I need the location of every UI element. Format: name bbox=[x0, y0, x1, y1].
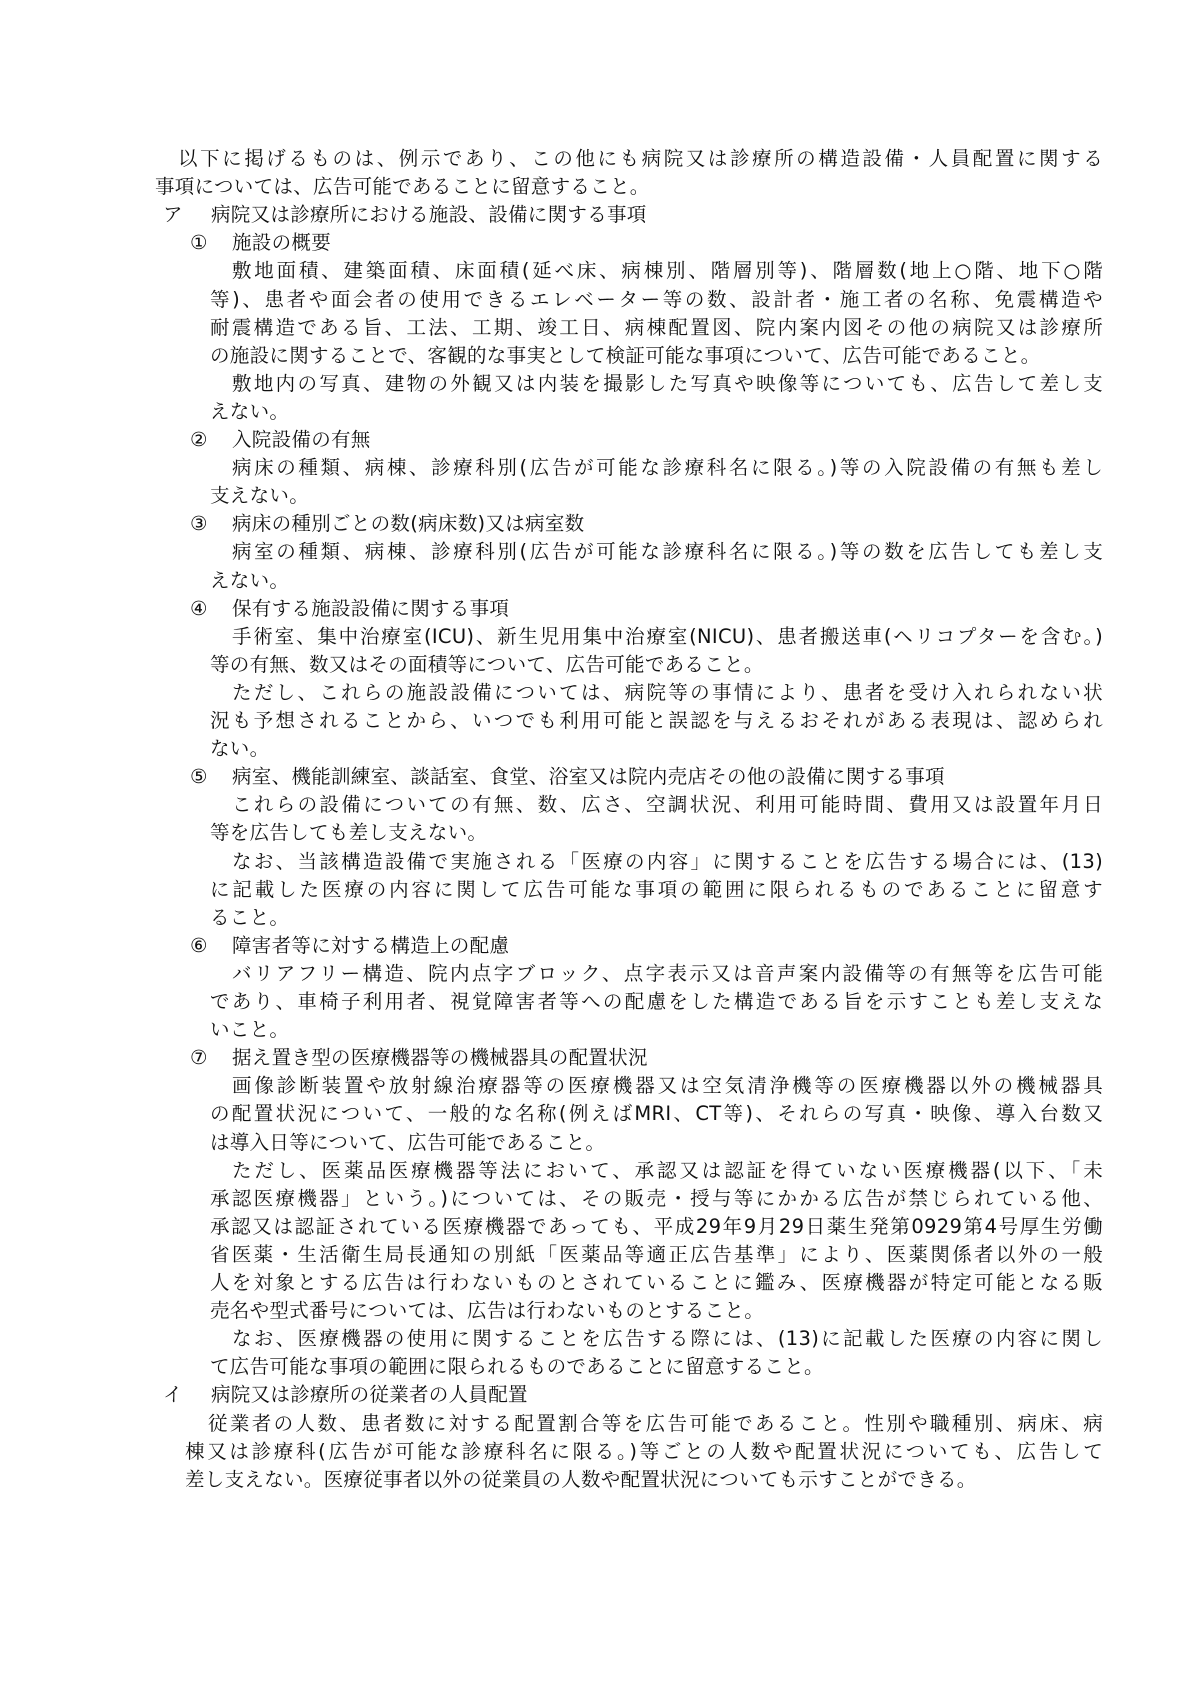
item-1-text-line: の施設に関することで、客観的な事実として検証可能な事項について、広告可能であること。 bbox=[210, 343, 1041, 367]
intro-line: 以下に掲げるものは、例示であり、この他にも病院又は診療所の構造設備・人員配置に関する bbox=[178, 147, 1103, 170]
item-5-text-line: ること。 bbox=[210, 905, 290, 929]
item-2-heading-marker: ② bbox=[190, 428, 208, 451]
item-7-heading-marker: ⑦ bbox=[190, 1046, 208, 1070]
item-6-heading bbox=[190, 932, 509, 960]
item-1-text-line: 耐震構造である旨、工法、工期、竣工日、病棟配置図、院内案内図その他の病院又は診療所 bbox=[210, 315, 1103, 339]
item-2-text-line: 病床の種類、病棟、診療科別(広告が可能な診療科名に限る。)等の入院設備の有無も差し bbox=[232, 456, 1103, 480]
section-i-heading-title: 病院又は診療所の従業者の人員配置 bbox=[211, 1383, 528, 1407]
item-2-heading bbox=[190, 426, 371, 454]
item-5-heading bbox=[190, 763, 945, 791]
section-i-heading-marker: イ bbox=[163, 1383, 183, 1407]
item-1-heading bbox=[190, 229, 331, 257]
item-4-heading-marker: ④ bbox=[190, 596, 208, 620]
item-3-heading-title: 病床の種別ごとの数(病床数)又は病室数 bbox=[232, 512, 585, 536]
item-7-text-line: 承認又は認証されている医療機器であっても、平成29年9月29日薬生発第0929第4号厚生労働 bbox=[210, 1214, 1103, 1238]
item-1-heading-marker: ① bbox=[190, 231, 208, 255]
section-i-text-line: 棟又は診療科(広告が可能な診療科名に限る。)等ごとの人数や配置状況についても、広告して bbox=[185, 1439, 1103, 1463]
item-7-heading-title: 据え置き型の医療機器等の機械器具の配置状況 bbox=[232, 1046, 648, 1070]
item-7-text-line: 省医薬・生活衛生局長通知の別紙「医薬品等適正広告基準」により、医薬関係者以外の一般 bbox=[210, 1242, 1103, 1266]
item-3-text-line: 病室の種類、病棟、診療科別(広告が可能な診療科名に限る。)等の数を広告しても差し支 bbox=[232, 540, 1103, 564]
item-3-text-line: えない。 bbox=[210, 568, 290, 592]
item-7-text-line: 人を対象とする広告は行わないものとされていることに鑑み、医療機器が特定可能となる販 bbox=[210, 1271, 1103, 1294]
item-5-heading-title: 病室、機能訓練室、談話室、食堂、浴室又は院内売店その他の設備に関する事項 bbox=[232, 765, 945, 789]
item-1-text-line: えない。 bbox=[210, 399, 290, 423]
item-2-heading-title: 入院設備の有無 bbox=[232, 428, 371, 451]
item-1-text-line: 敷地内の写真、建物の外観又は内装を撮影した写真や映像等についても、広告して差し支 bbox=[232, 371, 1103, 395]
item-4-text-line: 手術室、集中治療室(ICU)、新生児用集中治療室(NICU)、患者搬送車(ヘリコプターを含む。) bbox=[232, 624, 1103, 648]
item-6-text-line: バリアフリー構造、院内点字ブロック、点字表示又は音声案内設備等の有無等を広告可能 bbox=[232, 961, 1103, 985]
item-4-text-line: 況も予想されることから、いつでも利用可能と誤認を与えるおそれがある表現は、認められ bbox=[210, 709, 1103, 732]
item-7-heading bbox=[190, 1044, 648, 1072]
item-5-heading-marker: ⑤ bbox=[190, 765, 208, 789]
section-i-text-line: 差し支えない。医療従事者以外の従業員の人数や配置状況についても示すことができる。 bbox=[185, 1467, 977, 1491]
item-6-text-line: であり、車椅子利用者、視覚障害者等への配慮をした構造である旨を示すことも差し支えな bbox=[210, 990, 1103, 1013]
section-a-heading-marker: ア bbox=[163, 203, 183, 227]
item-4-text-line: ない。 bbox=[210, 737, 270, 761]
item-7-text-line: 承認医療機器」という。)については、その販売・授与等にかかる広告が禁じられている他、 bbox=[210, 1186, 1103, 1210]
section-i-text-line: 従業者の人数、患者数に対する配置割合等を広告可能であること。性別や職種別、病床、病 bbox=[208, 1411, 1103, 1435]
item-5-text-line: に記載した医療の内容に関して広告可能な事項の範囲に限られるものであることに留意す bbox=[210, 877, 1103, 901]
item-6-heading-marker: ⑥ bbox=[190, 933, 208, 957]
intro-line: 事項については、広告可能であることに留意すること。 bbox=[155, 175, 650, 199]
item-7-text-line: 売名や型式番号については、広告は行わないものとすること。 bbox=[210, 1299, 765, 1323]
item-6-text-line: いこと。 bbox=[210, 1018, 290, 1042]
item-2-text-line: 支えない。 bbox=[210, 484, 310, 508]
item-3-heading-marker: ③ bbox=[190, 512, 208, 536]
section-a-heading bbox=[163, 201, 647, 229]
item-1-text-line: 敷地面積、建築面積、床面積(延べ床、病棟別、階層別等)、階層数(地上○階、地下○階 bbox=[232, 259, 1103, 283]
item-5-text-line: なお、当該構造設備で実施される「医療の内容」に関することを広告する場合には、(13) bbox=[232, 849, 1103, 873]
item-4-heading-title: 保有する施設設備に関する事項 bbox=[232, 596, 510, 620]
item-3-heading bbox=[190, 510, 584, 538]
item-6-heading-title: 障害者等に対する構造上の配慮 bbox=[232, 933, 510, 957]
item-7-text-line: ただし、医薬品医療機器等法において、承認又は認証を得ていない医療機器(以下、「未 bbox=[232, 1158, 1103, 1182]
item-7-text-line: は導入日等について、広告可能であること。 bbox=[210, 1130, 606, 1154]
item-4-text-line: 等の有無、数又はその面積等について、広告可能であること。 bbox=[210, 652, 764, 676]
item-5-text-line: これらの設備についての有無、数、広さ、空調状況、利用可能時間、費用又は設置年月日 bbox=[232, 793, 1103, 817]
item-7-text-line: て広告可能な事項の範囲に限られるものであることに留意すること。 bbox=[210, 1355, 824, 1379]
item-5-text-line: 等を広告しても差し支えない。 bbox=[210, 821, 488, 845]
section-i-heading bbox=[163, 1381, 528, 1409]
section-a-heading-title: 病院又は診療所における施設、設備に関する事項 bbox=[211, 203, 647, 227]
item-4-text-line: ただし、これらの施設設備については、病院等の事情により、患者を受け入れられない状 bbox=[232, 680, 1103, 704]
item-7-text-line: の配置状況について、一般的な名称(例えばMRI、CT等)、それらの写真・映像、導入台数又 bbox=[210, 1102, 1103, 1126]
item-4-heading bbox=[190, 595, 509, 623]
item-1-heading-title: 施設の概要 bbox=[232, 231, 332, 255]
item-1-text-line: 等)、患者や面会者の使用できるエレベーター等の数、設計者・施工者の名称、免震構造や bbox=[210, 287, 1103, 311]
item-7-text-line: 画像診断装置や放射線治療器等の医療機器又は空気清浄機等の医療機器以外の機械器具 bbox=[232, 1074, 1103, 1098]
item-7-text-line: なお、医療機器の使用に関することを広告する際には、(13)に記載した医療の内容に関し bbox=[232, 1327, 1103, 1351]
